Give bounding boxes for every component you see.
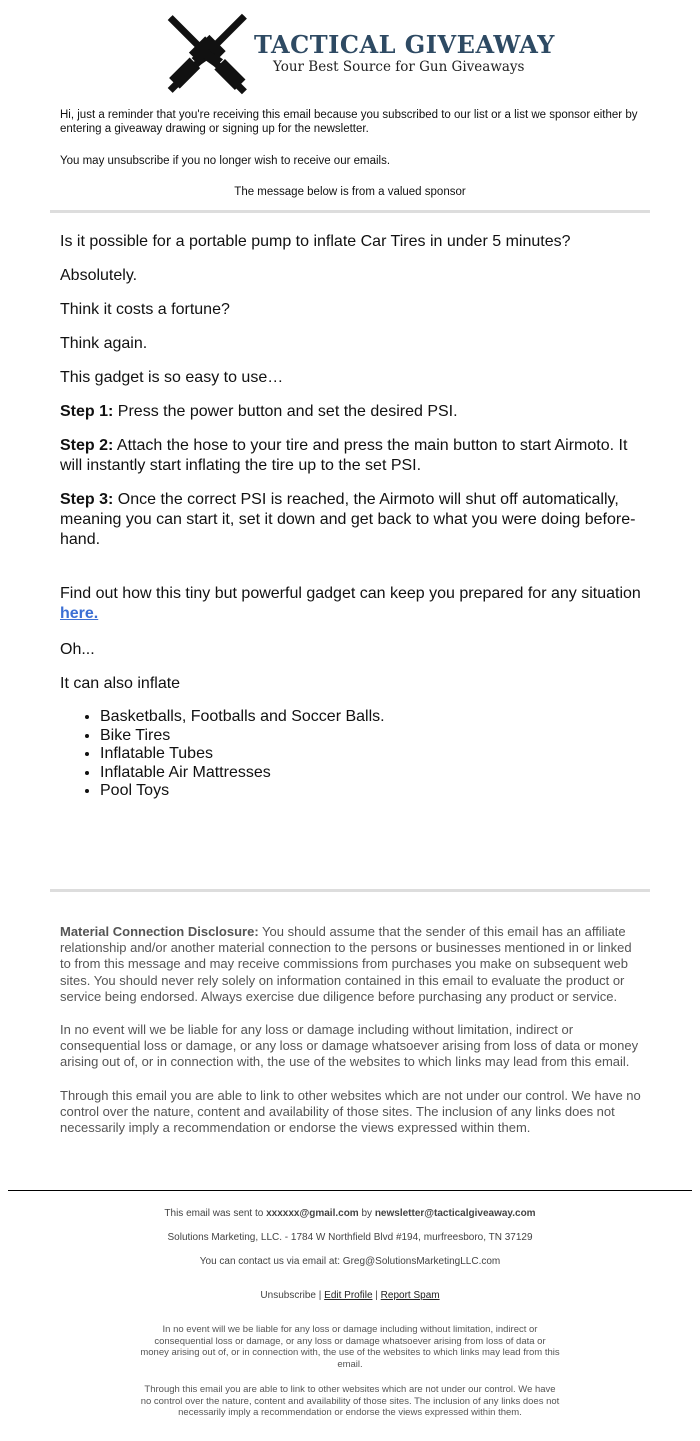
liability-paragraph: In no event will we be liable for any loss or damage including without limitation, indirect or consequential loss or damage, or any loss or damage whatsoever arising from loss of data or money arising out of, or in connection with, the use of the websites to which links may lead from this email. [60, 1022, 639, 1070]
list-item: • Pool Toys [100, 782, 645, 801]
footer-liability: In no event will we be liable for any loss or damage including without limitation, indirect or consequential loss or damage, or any loss or damage whatsoever arising from loss of data or money arising out of, or in connection with, the use of the websites to which links may lead from this email. [140, 1324, 560, 1370]
sender-email: newsletter@tacticalgiveaway.com [374, 1208, 536, 1219]
reminder-text: Hi, just a reminder that you're receiving this email because you subscribed to our list or a list we sponsor either by entering a giveaway drawing or signing up for the newsletter. [60, 109, 638, 135]
headline: Is it possible for a portable pump to inflate Car Tires in under 5 minutes? [60, 233, 571, 250]
divider [50, 210, 650, 213]
disclosure-text: You should assume that the sender of this email has an affiliate relationship and/or another material connection to the persons or businesses mentioned in or linked to from this message and may receive commissions from purchases you make on subsequent web sites. You should never rely solely on information contained in this email to evaluate the product or service being endorsed. Always exercise due diligence before purchasing any product or service. [60, 924, 632, 1004]
find-out [60, 584, 645, 624]
contact-line: You can contact us via email at: Greg@SolutionsMarketingLLC.com [199, 1256, 501, 1267]
edit-profile-link[interactable]: Edit Profile [324, 1290, 373, 1301]
sent-prefix: This email was sent to [164, 1208, 267, 1219]
find-out-text: Find out how this tiny but powerful gadget can keep you prepared for any situation [60, 585, 641, 602]
sent-to-line [0, 1208, 700, 1220]
footer-divider [8, 1190, 692, 1191]
list-item: • Bike Tires [100, 727, 645, 746]
here-link[interactable]: here. [60, 605, 99, 622]
list-item: • Inflatable Air Mattresses [100, 764, 645, 783]
separator: | [316, 1290, 325, 1301]
brand-title: TACTICAL GIVEAWAY [254, 30, 555, 59]
brand-tagline: Your Best Source for Gun Giveaways [273, 59, 525, 75]
disclosure [60, 924, 645, 1153]
step-1 [60, 402, 645, 422]
disclosure-label: Material Connection Disclosure: [60, 924, 259, 939]
easy-to-use: This gadget is so easy to use… [60, 369, 284, 386]
sponsor-note: The message below is from a valued sponsor [234, 186, 466, 198]
answer-cost: Think again. [60, 335, 148, 352]
step-text: Once the correct PSI is reached, the Airmoto will shut off automatically, meaning you can start it, set it down and get back to what you were doing before-hand. [60, 491, 636, 548]
report-spam-link[interactable]: Report Spam [380, 1290, 440, 1301]
step-3 [60, 490, 645, 550]
sent-by: by [358, 1208, 375, 1219]
divider [50, 889, 650, 892]
footer-links-notice: Through this email you are able to link to other websites which are not under our control. We have no control over the nature, content and availability of those sites. The inclusion of any links does not necessarily imply a recommendation or endorse the views expressed within them. [140, 1384, 560, 1418]
email-footer [0, 1208, 700, 1419]
separator: | [372, 1290, 381, 1301]
company-address: Solutions Marketing, LLC. - 1784 W Northfield Blvd #194, murfreesboro, TN 37129 [167, 1232, 533, 1243]
inflate-list [60, 708, 645, 801]
answer: Absolutely. [60, 267, 138, 284]
list-item: • Inflatable Tubes [100, 745, 645, 764]
disclosure-paragraph [60, 924, 645, 1005]
footer-links [0, 1290, 700, 1302]
step-text: Press the power button and set the desired PSI. [113, 403, 458, 420]
step-label: Step 2: [60, 437, 114, 454]
links-paragraph: Through this email you are able to link to other websites which are not under our control. We have no control over the nature, content and availability of those sites. The inclusion of any links does not necessarily imply a recommendation or endorse the views expressed within them. [60, 1087, 641, 1136]
step-label: Step 1: [60, 403, 114, 420]
step-2 [60, 436, 645, 476]
step-text: Attach the hose to your tire and press the main button to start Airmoto. It will instantly start inflating the tire up to the set PSI. [60, 437, 628, 474]
intro-notice [60, 108, 650, 198]
question-cost: Think it costs a fortune? [60, 301, 230, 318]
message-body [60, 232, 645, 801]
unsubscribe-link[interactable]: Unsubscribe [260, 1290, 316, 1301]
crossed-rifles-icon [158, 10, 258, 98]
also-inflate: It can also inflate [60, 675, 181, 692]
step-label: Step 3: [60, 491, 114, 508]
recipient-email: xxxxxx@gmail.com [266, 1208, 359, 1219]
email-header [0, 0, 700, 100]
unsubscribe-note: You may unsubscribe if you no longer wish to receive our emails. [60, 155, 391, 167]
list-item: • Basketballs, Footballs and Soccer Balls. [100, 708, 645, 727]
oh-text: Oh... [60, 641, 95, 658]
